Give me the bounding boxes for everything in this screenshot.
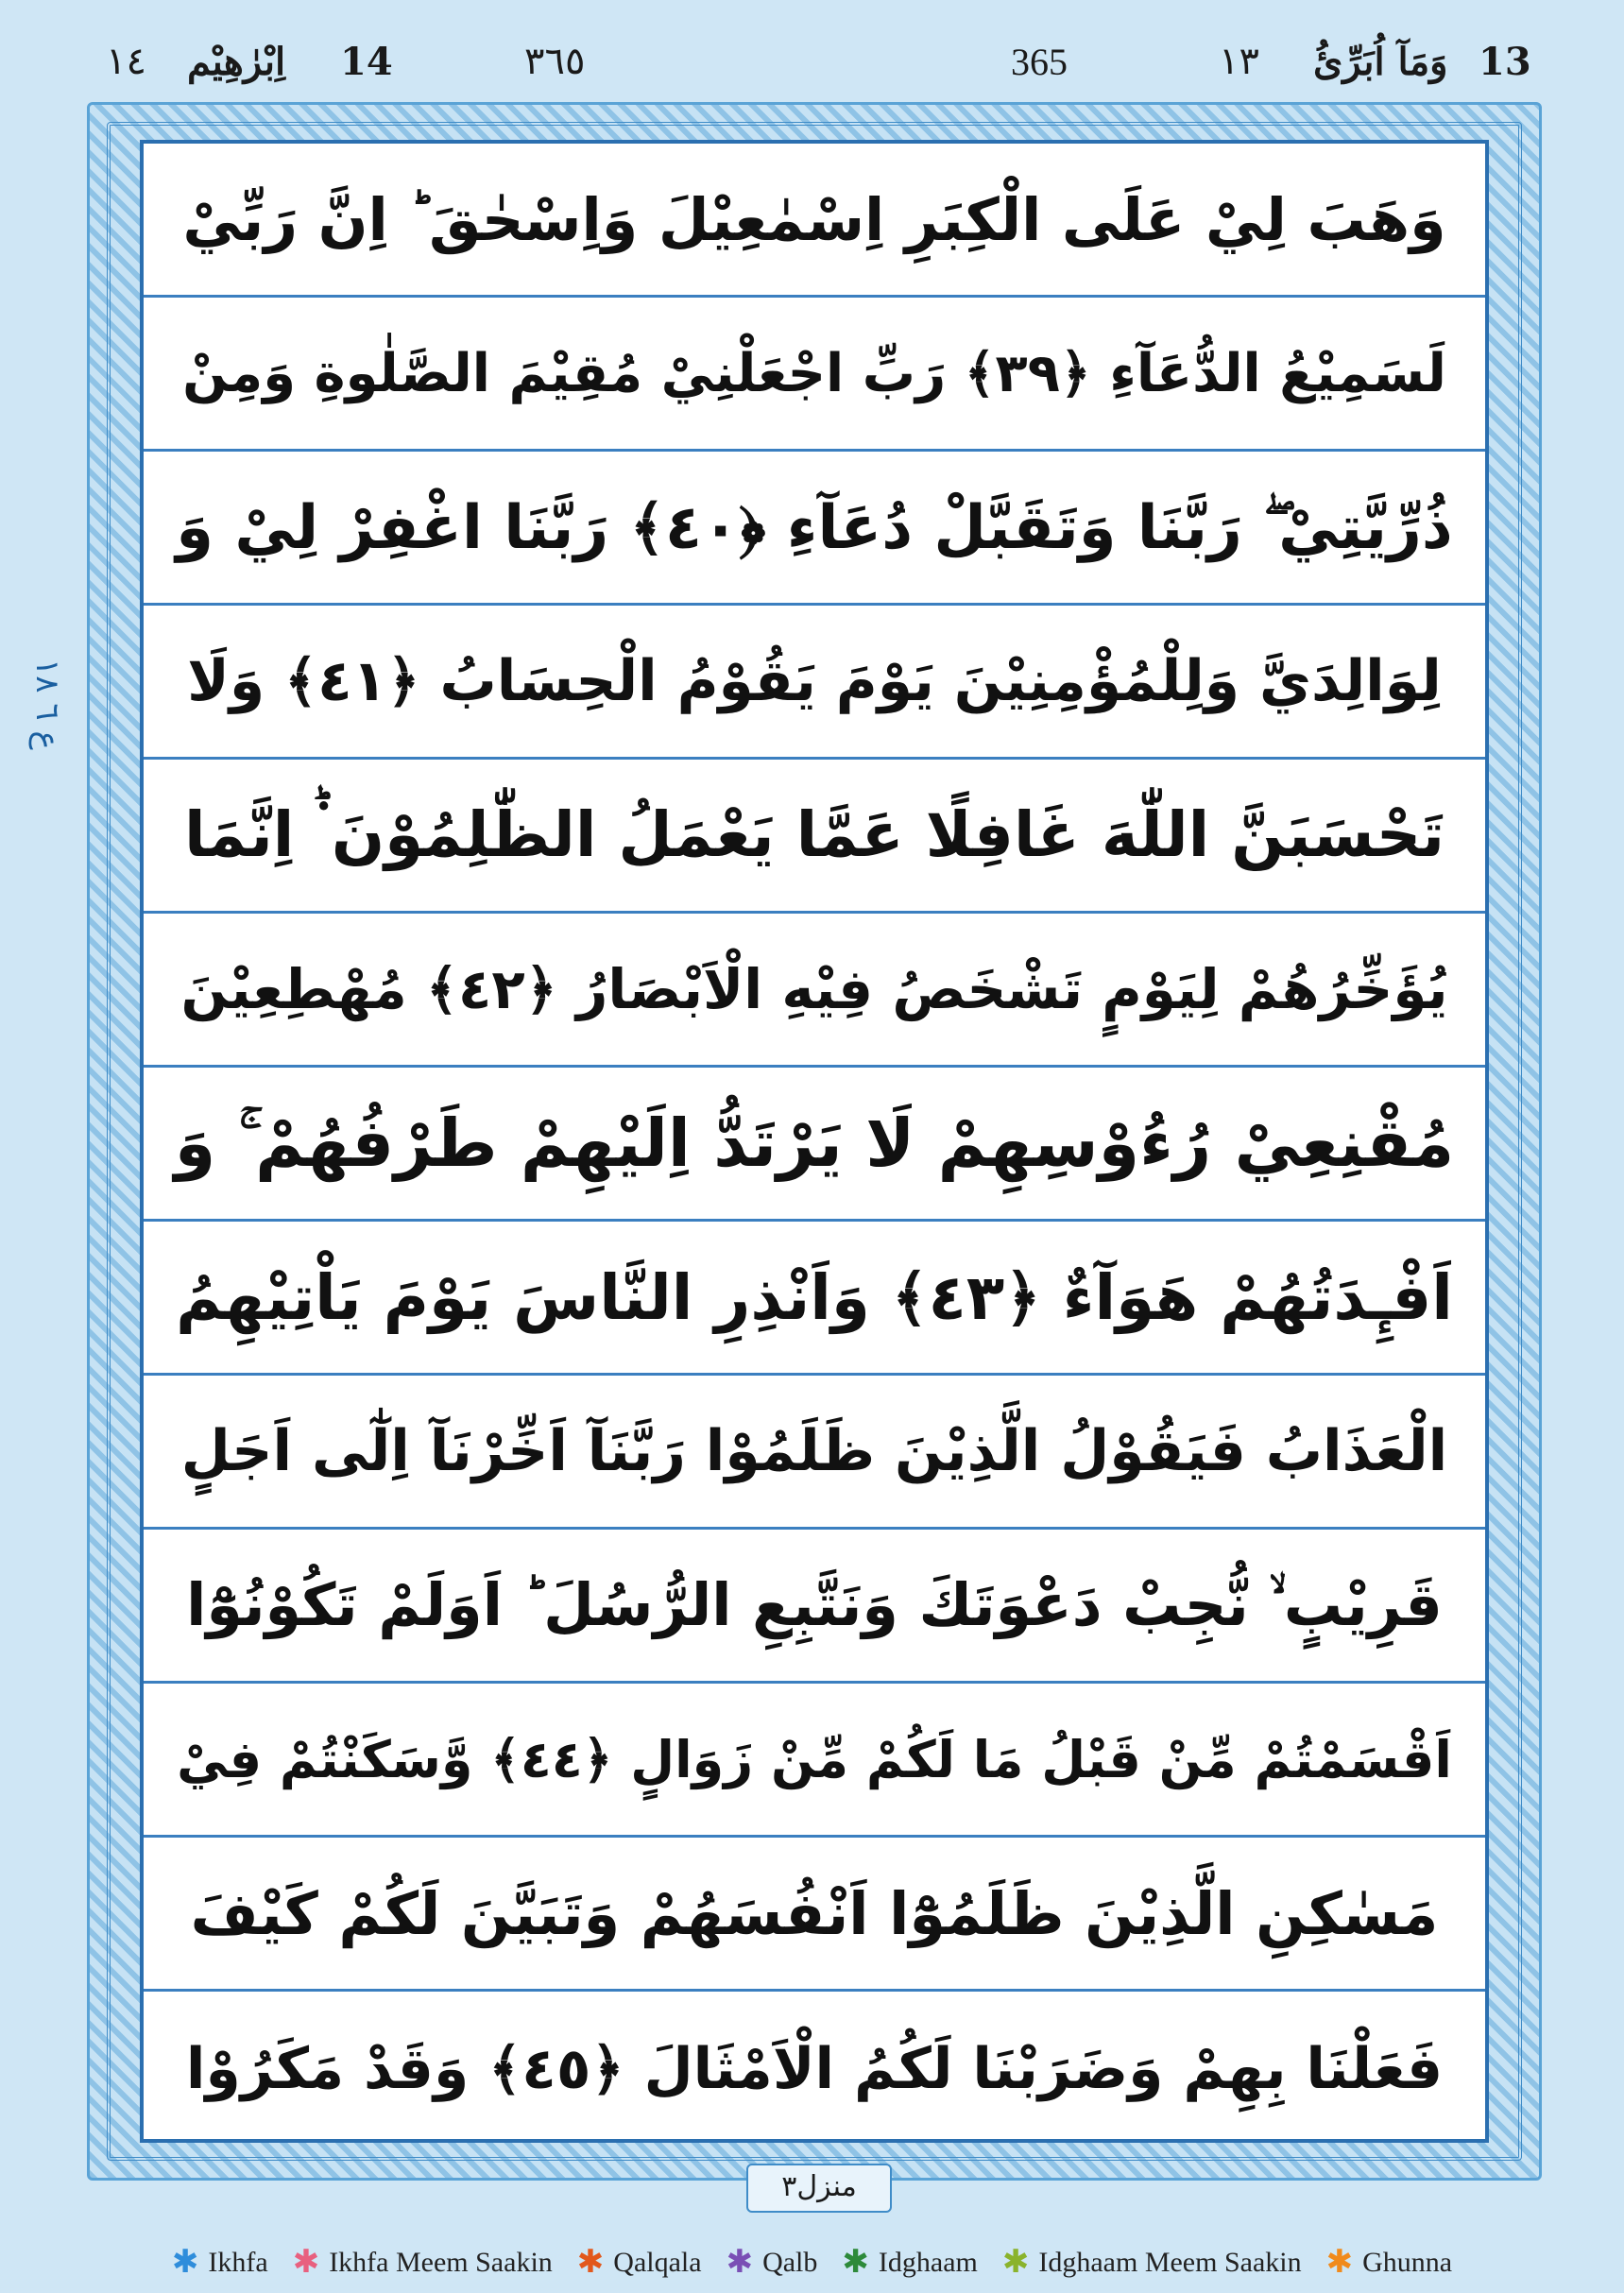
text-line: [144, 1068, 1485, 1222]
legend-item: [1002, 2247, 1302, 2279]
page-header: [0, 26, 1624, 102]
legend-item: [727, 2247, 818, 2279]
line-text: مَسٰكِنِ الَّذِيْنَ ظَلَمُوْٓا اَنْفُسَهُمْ وَتَبَيَّنَ لَكُمْ كَيْفَ: [190, 1878, 1439, 1948]
legend-label: Idghaam: [878, 2247, 978, 2278]
line-text: وَهَبَ لِيْ عَلَى الْكِبَرِ اِسْمٰعِيْلَ وَاِسْحٰقَ ؕ اِنَّ رَبِّيْ: [182, 184, 1446, 254]
legend-label: Qalb: [762, 2247, 818, 2278]
legend-label: Ikhfa: [208, 2247, 268, 2278]
legend-label: Ghunna: [1362, 2247, 1453, 2278]
legend-item: [293, 2247, 553, 2279]
text-line: [144, 144, 1485, 298]
line-text: لِوَالِدَيَّ وَلِلْمُؤْمِنِيْنَ يَوْمَ يَقُوْمُ الْحِسَابُ ﴿٤١﴾ وَلَا: [187, 648, 1442, 714]
line-text: مُقْنِعِيْ رُءُوْسِهِمْ لَا يَرْتَدُّ اِلَيْهِمْ طَرْفُهُمْ ۚ وَ: [174, 1104, 1455, 1182]
line-text: اَفْـِٕدَتُهُمْ هَوَآءٌ ﴿٤٣﴾ وَاَنْذِرِ النَّاسَ يَوْمَ يَاْتِيْهِمُ: [176, 1260, 1453, 1334]
text-line: [144, 298, 1485, 452]
text-line: [144, 606, 1485, 760]
line-text: الْعَذَابُ فَيَقُوْلُ الَّذِيْنَ ظَلَمُوْا رَبَّنَآ اَخِّرْنَآ اِلٰٓى اَجَلٍ: [180, 1418, 1448, 1484]
legend-item: [1326, 2247, 1452, 2279]
line-text: اَقْسَمْتُمْ مِّنْ قَبْلُ مَا لَكُمْ مِّنْ زَوَالٍ ﴿٤٤﴾ وَّسَكَنْتُمْ فِيْ: [177, 1729, 1452, 1789]
line-text: يُؤَخِّرُهُمْ لِيَوْمٍ تَشْخَصُ فِيْهِ الْاَبْصَارُ ﴿٤٢﴾ مُهْطِعِيْنَ: [180, 957, 1448, 1021]
text-line: [144, 452, 1485, 606]
legend-item: [172, 2247, 268, 2279]
line-text: تَحْسَبَنَّ اللّٰهَ غَافِلًا عَمَّا يَعْمَلُ الظّٰلِمُوْنَ ۬ؕ اِنَّمَا: [183, 797, 1445, 871]
line-text: فَعَلْنَا بِهِمْ وَضَرَبْنَا لَكُمُ الْاَمْثَالَ ﴿٤٥﴾ وَقَدْ مَكَرُوْا: [185, 2035, 1444, 2102]
star-icon: ✱: [842, 2245, 869, 2280]
legend-item: [577, 2247, 702, 2279]
star-icon: ✱: [171, 2245, 199, 2280]
legend-label: Ikhfa Meem Saakin: [329, 2247, 553, 2278]
star-icon: ✱: [1001, 2245, 1030, 2280]
star-icon: ✱: [576, 2245, 605, 2280]
text-line: [144, 1222, 1485, 1376]
text-line: [144, 914, 1485, 1068]
manzil-label: منزل٣: [746, 2164, 892, 2213]
sura-number-arabic: ١٤: [106, 40, 146, 83]
line-text: لَسَمِيْعُ الدُّعَآءِ ﴿٣٩﴾ رَبِّ اجْعَلْنِيْ مُقِيْمَ الصَّلٰوةِ وَمِنْ: [182, 342, 1446, 404]
text-line: [144, 1838, 1485, 1992]
legend-label: Idghaam Meem Saakin: [1038, 2247, 1302, 2278]
text-line: [144, 1684, 1485, 1838]
text-line: [144, 1376, 1485, 1530]
text-line: [144, 760, 1485, 914]
legend-label: Qalqala: [613, 2247, 702, 2278]
page-number: 365: [1011, 41, 1068, 83]
juz-name: وَمَآ اُبَرِّئُ: [1313, 40, 1448, 84]
star-icon: ✱: [726, 2245, 754, 2280]
sura-number: 14: [340, 40, 393, 84]
star-icon: ✱: [292, 2245, 320, 2280]
legend-item: [842, 2247, 977, 2279]
ruku-marker: ع ٦ ١٨: [28, 658, 66, 750]
quran-text-panel: [140, 140, 1489, 2143]
star-icon: ✱: [1325, 2245, 1354, 2280]
tajweed-legend: [0, 2239, 1624, 2286]
line-text: قَرِيْبٍ ۙ نُّجِبْ دَعْوَتَكَ وَنَتَّبِعِ الرُّسُلَ ؕ اَوَلَمْ تَكُوْنُوْٓا: [186, 1570, 1443, 1639]
juz-number: 13: [1479, 40, 1531, 84]
line-text: ذُرِّيَّتِيْ ۖ رَبَّنَا وَتَقَبَّلْ دُعَآءِ ﴿٤٠﴾ رَبَّنَا اغْفِرْ لِيْ وَ: [176, 492, 1453, 563]
page-number-arabic: ٣٦٥: [524, 40, 586, 83]
juz-number-arabic: ١٣: [1219, 40, 1259, 83]
text-line: [144, 1992, 1485, 2146]
text-line: [144, 1530, 1485, 1684]
sura-name: اِبْرٰهِيْم: [187, 40, 286, 84]
